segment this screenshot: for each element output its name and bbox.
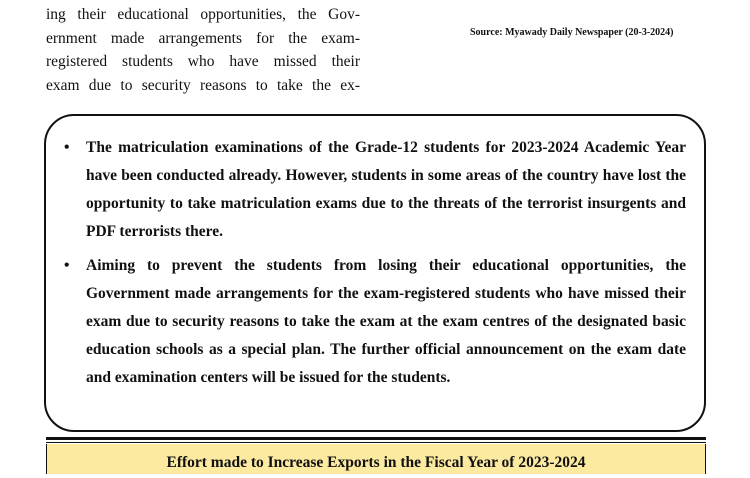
article-column-text <box>46 3 360 97</box>
bullet-icon: • <box>64 139 70 156</box>
callout-bullet-text: Aiming to prevent the students from losing their educational opportunities, the Government made arrangements for the exam-registered students who have missed their exam due to security reasons to take the exam at the exam centres of the designated basic education schools as a special plan. The further official announcement on the exam date and examination centers will be issued for the students. <box>86 257 686 386</box>
highlight-callout-box <box>44 114 706 432</box>
callout-bullet-text: The matriculation examinations of the Grade-12 students for 2023-2024 Academic Year have been conducted already. However, students in some areas of the country have lost the opportunity to take matriculation exams due to the threats of the terrorist insurgents and PDF terrorists there. <box>86 139 686 240</box>
section-divider-thin <box>46 442 706 443</box>
callout-bullet-list <box>64 134 686 392</box>
bullet-icon: • <box>64 257 70 274</box>
article-line: ernment made arrangements for the exam- <box>46 29 360 47</box>
source-citation: Source: Myawady Daily Newspaper (20-3-2024) <box>470 27 674 38</box>
article-line: ing their educational opportunities, the Gov- <box>46 6 360 23</box>
callout-bullet-item <box>64 252 686 392</box>
article-line: registered students who have missed their <box>46 53 360 71</box>
callout-bullet-item <box>64 134 686 246</box>
next-section-heading: Effort made to Increase Exports in the Fiscal Year of 2023-2024 <box>46 444 706 474</box>
section-divider-thick <box>46 437 706 440</box>
article-line: exam due to security reasons to take the ex- <box>46 76 360 94</box>
